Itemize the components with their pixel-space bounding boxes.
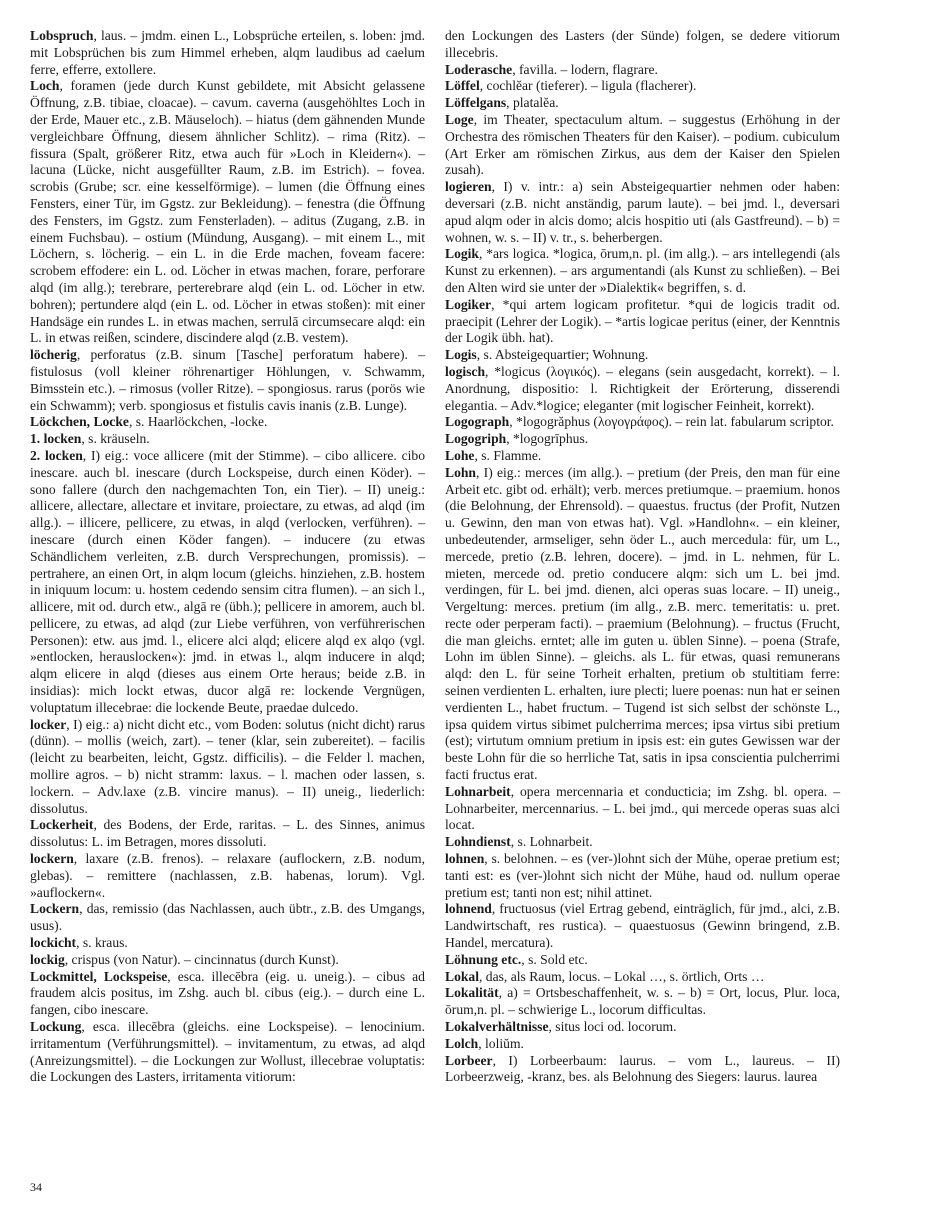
dictionary-entry (445, 1053, 840, 1087)
dictionary-entry (445, 179, 840, 246)
dictionary-entry (445, 297, 840, 347)
dictionary-entry (30, 969, 425, 1019)
definition: , s. Absteigequartier; Wohnung. (476, 347, 649, 363)
definition: , esca. illecēbra (gleichs. eine Lockspeise). – lenocinium. irritamentum (Verführungsmittel). – invitamentum, zu etwas, ad alqd (Anreizungsmittel). – die Lockungen zur Wollust, illecebrae voluptatis: die Lockungen des Lasters, irritamenta vitiorum: (30, 1019, 425, 1085)
definition: , *ars logica. *logica, ōrum,n. pl. (im allg.). – ars intellegendi (als Kunst zu erkennen). – ars argumentandi (als Kunst zu schließen). – Bei den Alten wird sie unter der »Dialektik« begriffen, s. d. (445, 246, 840, 295)
dictionary-entry (30, 851, 425, 901)
dictionary-entry (445, 784, 840, 834)
definition: , situs loci od. locorum. (548, 1019, 677, 1035)
dictionary-entry (445, 62, 840, 79)
dictionary-entry (445, 28, 840, 62)
headword: Logograph (445, 414, 510, 430)
definition: , cochlĕar (tieferer). – ligula (flacherer). (479, 78, 697, 94)
headword: lockern (30, 851, 74, 867)
headword: Logis (445, 347, 477, 363)
headword: Lockern (30, 901, 80, 917)
dictionary-entry (30, 717, 425, 818)
headword: Lokal (445, 968, 479, 984)
dictionary-entry (30, 901, 425, 935)
dictionary-entry (30, 431, 425, 448)
dictionary-entry (445, 851, 840, 901)
dictionary-entry (445, 985, 840, 1019)
headword: Löffelgans (445, 95, 507, 111)
headword: Lokalität (445, 985, 499, 1001)
definition: , laus. – jmdm. einen L., Lobsprüche erteilen, s. loben: jmd. mit Lobsprüchen bis zum Himmel erheben, alqm laudibus ad caelum ferre, efferre, extollere. (30, 28, 425, 77)
headword: Lohe (445, 447, 475, 463)
definition: , perforatus (z.B. sinum [Tasche] perforatum habere). – fistulosus (voll kleiner röhrenartiger Höhlungen, v. Schwamm, Bimsstein etc.). – rimosus (voller Ritze). – spongiosus. rarus (porös wie ein Schwamm); verb. spongiosus et fistulis cavis inanis (z.B. Lunge). (30, 347, 425, 413)
headword: Löffel (445, 78, 480, 94)
definition: , *logogrăphus (λογογράφος). – rein lat. fabularum scriptor. (509, 414, 834, 430)
dictionary-entry (445, 1019, 840, 1036)
dictionary-page (30, 28, 908, 1178)
headword: Loch (30, 78, 60, 94)
definition: , s. belohnen. – es (ver-)lohnt sich der Mühe, operae pretium est; tanti est: es (ver-)lohnt sich nicht der Mühe, haud od. nullum operae pretium est; tanti non est; nihil attinet. (445, 851, 840, 900)
headword: Lohndienst (445, 834, 511, 850)
headword: Lockmittel, Lockspeise (30, 968, 168, 984)
definition: , I) eig.: merces (im allg.). – pretium (der Preis, den man für eine Arbeit etc. gibt od. erhält); verb. merces pretiumque. – praemium. honos (die Belohnung, der Ehrensold). – quaestus. fructus (der Profit, Nutzen u. Gewinn, den man von etwas hat). Vgl. »Handlohn«. – ein kleiner, unbedeutender, armseliger, sehn öder L., auch mercedula: für, um L., mercede, pretio (z.B. lehren, docere). – jmd. in L. nehmen, für L. mieten, mercede od. pretio conducere alqm: sich um L. bei jmd. verdingen, für L. bei jmd. dienen, alci operas suas locare. – II) uneig., Vergeltung: merces. pretium (im allg., z.B. merc. temeritatis: u. pret. recte oder perperam facti). – praemium (Belohnung). – fructus (Frucht, die man gleichs. erntet; alle im guten u. üblen Sinne). – poena (Strafe, Lohn im üblen Sinne). – gleichs. als L. für etwas, quasi remunerans alqd: den L. für seine Torheit erhalten, pretium ob stultitiam ferre: seinen verdienten L. erhalten, iure plecti; luere poenas: nun hat er seinen verdienten L., habet fructum. – Tugend ist sich selbst der schönste L., ipsa quidem virtus sibimet pulcherrima merces; ipsa virtus sibi pretium (est); virtutum omnium pretium in ipsis est: ein gutes Gewissen war der beste Lohn für die so herrliche Tat, satis in ipsa conscientia pulcherrimi facti fructus erat. (445, 464, 840, 783)
dictionary-entry (445, 1036, 840, 1053)
definition: , foramen (jede durch Kunst gebildete, mit Absicht gelassene Öffnung, z.B. tibiae, cloacae). – cavum. caverna (ausgehöhltes Loch in der Erde, Mauer etc., z.B. Mäuseloch). – hiatus (dem gähnenden Munde vergleichbare Öffnung, diesem ähnlicher Schlitz). – rima (Ritz). – fissura (Spalt, größerer Ritz, etwa auch für »Loch in Kleidern«). – lacuna (Lücke, nicht ausgefüllter Raum, z.B. im Estrich). – fovea. scrobis (Grube; scr. eine kesselförmige). – lumen (die Öffnung eines Fensters, einer Tür, im Ggstz. zur Bekleidung). – fenestra (die Öffnung des Fensters, im Ggstz. zum Fensterladen). – aditus (Zugang, z.B. in einem Fuchsbau). – ostium (Mündung, Ausgang). – mit einem L., mit Löchern, s. löcherig. – ein L. in die Erde machen, foveam facere: scrobem effodere: ein L. od. Löcher in etwas machen, forare, perforare alqd (im allg.); terebrare, perterebrare alqd (ein L. od. Löcher in etw. bohren); pertundere alqd (ein L. od. Löcher in etwas stoßen): mit einer Handsäge ein rundes L. in etwas machen, serrulā circumsecare alqd: ein L. in etwas reißen, scindere, discindere alqd (z.B. vestem). (30, 78, 425, 346)
headword: Loge (445, 111, 474, 127)
definition: , s. kraus. (76, 935, 128, 951)
headword: logieren (445, 179, 492, 195)
definition: , das, remissio (das Nachlassen, auch übtr., z.B. des Umgangs, usus). (30, 901, 425, 934)
dictionary-entry (445, 969, 840, 986)
dictionary-entry (30, 347, 425, 414)
definition: , I) eig.: a) nicht dicht etc., vom Boden: solutus (nicht dicht) rarus (dünn). – mollis (weich, zart). – tener (klar, sein zubereitet). – facilis (leicht zu bearbeiten, leicht, Ggstz. difficilis). – die Felder l. machen, mollire agros. – b) nicht stramm: laxus. – l. machen oder lassen, s. lockern. – Adv.laxe (z.B. vincire manus). – II) uneig., liederlich: dissolutus. (30, 716, 425, 816)
headword: Lokalverhältnisse (445, 1019, 549, 1035)
dictionary-entry (30, 952, 425, 969)
definition: , s. Sold etc. (521, 951, 588, 967)
dictionary-entry (30, 414, 425, 431)
headword: 1. locken (30, 431, 82, 447)
dictionary-entry (445, 952, 840, 969)
definition: , das, als Raum, locus. – Lokal …, s. örtlich, Orts … (479, 968, 765, 984)
definition: , I) Lorbeerbaum: laurus. – vom L., laureus. – II) Lorbeerzweig, -kranz, bes. als Belohnung des Siegers: laurus. laurea (445, 1052, 840, 1085)
dictionary-entry (30, 1019, 425, 1086)
definition: , esca. illecēbra (eig. u. uneig.). – cibus ad fraudem alcis positus, im Zshg. auch bl. cibus (eig.). – durch eine L. fangen, cibo inescare. (30, 968, 425, 1018)
definition: , s. Lohnarbeit. (510, 834, 593, 850)
definition: , favilla. – lodern, flagrare. (512, 61, 658, 77)
definition: , I) eig.: voce allicere (mit der Stimme). – cibo allicere. cibo inescare. auch bl. inescare (durch Lockspeise, durch einen Köder). – sono fallere (durch den nachgemachten Ton, ein Tier). – II) uneig.: allicere, allectare, allectare et invitare, proiectare, zu etwas, ad alqd (im allg.). – illicere, pellicere, zu etwas, in alqd (verlocken, verführen). – inescare (durch einen Köder fangen). – inducere (zu etwas Schändlichem verleiten, z.B. durch Versprechungen, promissis). – pertrahere, an einen Ort, in alqm locum (gleichs. hinziehen, z.B. hostem in iniquum locum: u. hostem cedendo sensim citra flumen). – an sich l., allicere, mit od. durch etw., algā re (übh.); pellicere in amorem, auch bl. pellicere, zu etwas, ad alqd (zur Liebe verführen, von verführerischen Personen): etw. aus jmd. l., elicere alci alqd; elicere alqd ex alqo (vgl. »entlocken, herauslocken«): jmd. in etwas l., alqm inducere in alqd; alqm elicere in alqd (dieses aus einem Orte heraus; beide z.B. in insidias): mich lockt etwas, ducor algā re: lockende Vergnügen, voluptatum illecebrae: die lockende Beute, praedae dulcedo. (30, 447, 426, 715)
dictionary-entry (445, 414, 840, 431)
headword: lohnen (445, 851, 485, 867)
definition: , fructuosus (viel Ertrag gebend, einträglich, für jmd., alci, z.B. Landwirtschaft, res rustica). – quaestuosus (Gewinn bringend, z.B. Handel, mercatura). (445, 901, 840, 951)
headword: Lockerheit (30, 817, 94, 833)
headword: löcherig (30, 347, 77, 363)
dictionary-entry (445, 834, 840, 851)
headword: Loderasche (445, 61, 513, 77)
headword: Logiker (445, 296, 492, 312)
headword: Logogriph (445, 431, 507, 447)
dictionary-entry (445, 448, 840, 465)
dictionary-entry (445, 112, 840, 179)
headword: Logik (445, 246, 479, 262)
headword: lohnend (445, 901, 492, 917)
definition: , s. kräuseln. (81, 431, 150, 447)
definition: , *qui artem logicam profitetur. *qui de logicis tradit od. praecipit (Lehrer der Logik). – *artis logicae peritus (einer, der Kenntnis der Logik übh. hat). (445, 296, 840, 346)
definition: , loliŭm. (478, 1035, 524, 1051)
headword: 2. locken (30, 447, 83, 463)
headword: Lohn (445, 464, 476, 480)
dictionary-entry (30, 935, 425, 952)
definition: , s. Haarlöckchen, -locke. (128, 414, 268, 430)
definition: , opera mercennaria et conducticia; im Zshg. bl. opera. – Lohnarbeiter, mercennarius. – L. bei jmd., qui mercede operas suas alci locat. (445, 783, 840, 833)
dictionary-entry (445, 347, 840, 364)
dictionary-entry (445, 465, 840, 784)
definition: , *logogrīphus. (506, 431, 589, 447)
headword: Lolch (445, 1035, 479, 1051)
definition: , im Theater, spectaculum altum. – suggestus (Erhöhung in der Orchestra des römischen Theaters für den Kaiser). – podium. cubiculum (Art Erker am römischen Zirkus, aus dem der Kaiser den Spielen zusah). (445, 111, 840, 178)
dictionary-entry (445, 901, 840, 951)
definition: den Lockungen des Lasters (der Sünde) folgen, se dedere vitiorum illecebris. (445, 28, 840, 60)
left-column (30, 28, 425, 1086)
headword: Lohnarbeit (445, 783, 511, 799)
dictionary-entry (445, 364, 840, 414)
headword: Löckchen, Locke (30, 414, 129, 430)
definition: , platalĕa. (506, 95, 559, 111)
definition: , des Bodens, der Erde, raritas. – L. des Sinnes, animus dissolutus: L. im Betragen, mores dissoluti. (30, 817, 425, 850)
dictionary-entry (30, 78, 425, 347)
definition: , laxare (z.B. frenos). – relaxare (auflockern, z.B. nodum, glebas). – remittere (nachlassen, z.B. habenas, lorum). Vgl. »auflockern«. (30, 851, 425, 900)
page-number: 34 (30, 1180, 42, 1194)
definition: , *logicus (λογικός). – elegans (sein ausgedacht, korrekt). – l. Anordnung, dispositio: l. Richtigkeit der Erörterung, disserendi elegantia. – Adv.*logice; eleganter (mit logischer Feinheit, korrekt). (445, 363, 840, 413)
headword: lockicht (30, 935, 77, 951)
definition: , crispus (von Natur). – cincinnatus (durch Kunst). (64, 951, 339, 967)
dictionary-entry (30, 817, 425, 851)
headword: Löhnung etc. (445, 951, 522, 967)
definition: , s. Flamme. (474, 447, 542, 463)
headword: lockig (30, 951, 65, 967)
headword: Lockung (30, 1019, 82, 1035)
dictionary-entry (445, 95, 840, 112)
dictionary-entry (445, 246, 840, 296)
dictionary-entry (30, 28, 425, 78)
dictionary-entry (445, 78, 840, 95)
headword: logisch (445, 363, 486, 379)
headword: Lobspruch (30, 28, 94, 43)
headword: Lorbeer (445, 1052, 493, 1068)
definition: , I) v. intr.: a) sein Absteigequartier nehmen oder haben: deversari (z.B. nicht anständig, parum laute). – bei jmd. l., deversari apud alqm oder in alcis domo; alcis hospitio uti (als Gastfreund). – b) = wohnen, w. s. – II) v. tr., s. beherbergen. (445, 179, 840, 245)
headword: locker (30, 716, 67, 732)
dictionary-entry (30, 448, 425, 717)
right-column (445, 28, 840, 1086)
dictionary-entry (445, 431, 840, 448)
definition: , a) = Ortsbeschaffenheit, w. s. – b) = Ort, locus, Plur. loca, ōrum,n. pl. – schwierige L., locorum difficultas. (445, 985, 840, 1018)
